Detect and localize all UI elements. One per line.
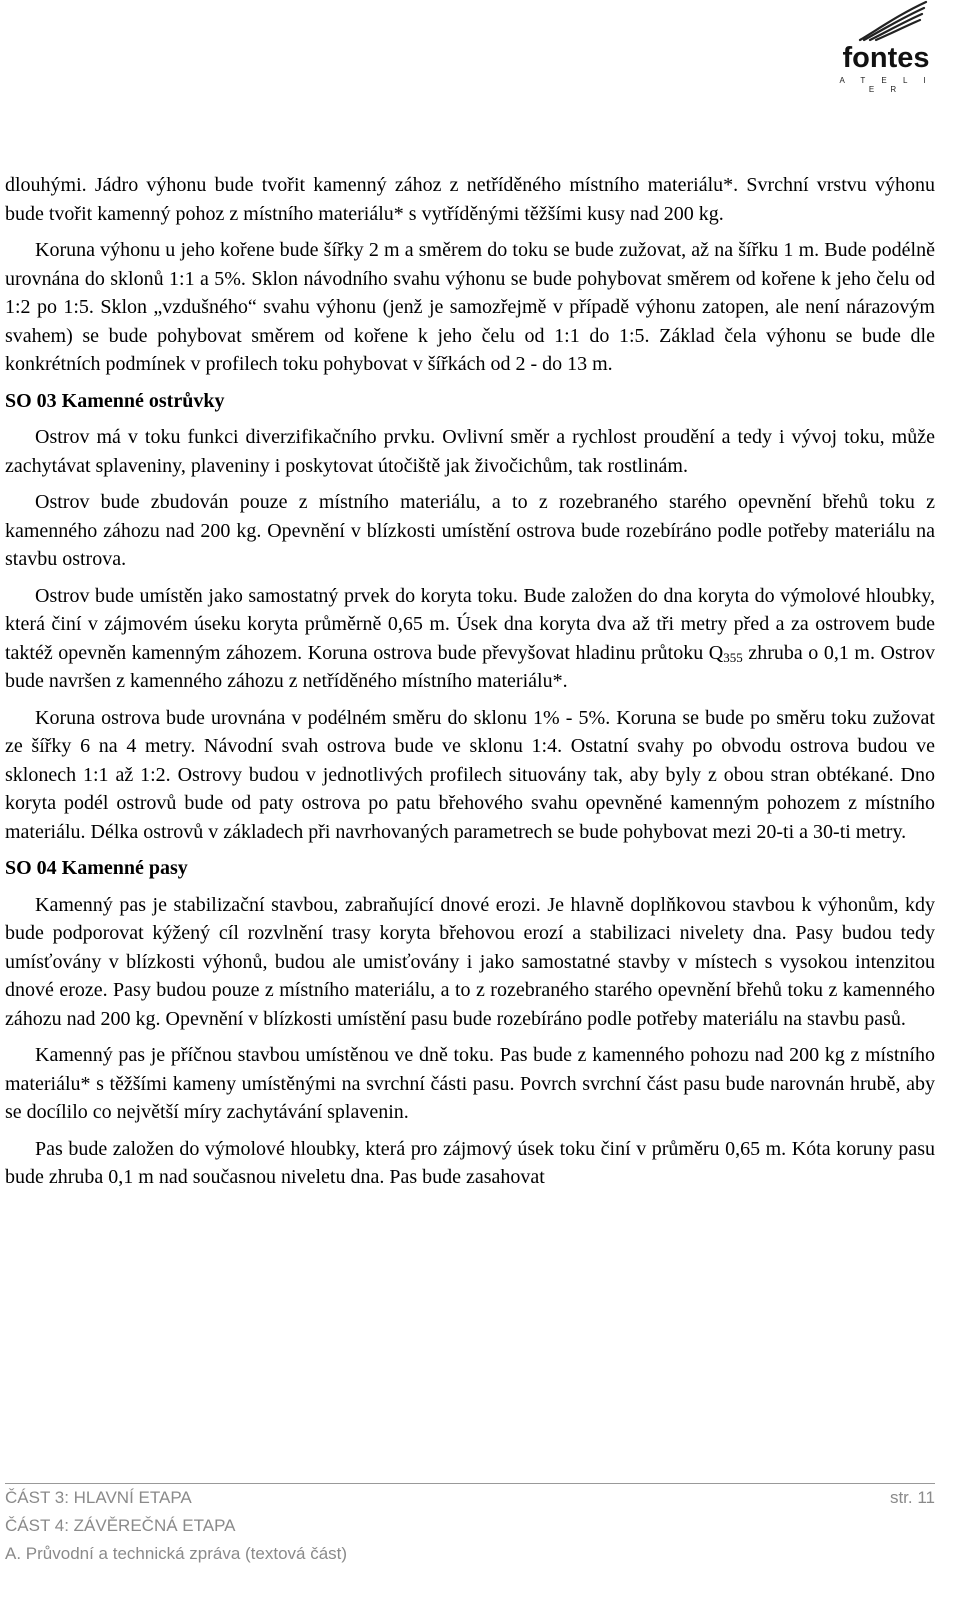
paragraph-text: Ostrov bude umístěn jako samostatný prvek do koryta toku. Bude založen do dna koryta do výmolové hloubky, která činí v zájmovém úseku koryta průměrně 0,65 m. Úsek dna koryta dva až tři metry před a za ostrovem bude taktéž opevněn kamenným záhozem. Koruna ostrova bude převyšovat hladinu průtoku Q: [5, 584, 935, 664]
page-footer: [5, 1483, 935, 1568]
paragraph: Koruna výhonu u jeho kořene bude šířky 2 m a směrem do toku se bude zužovat, až na šířku 1 m. Bude podélně urovnána do sklonů 1:1 a 5%. Sklon návodního svahu výhonu se bude pohybovat směrem od kořene k jeho čelu od 1:2 po 1:5. Sklon „vzdušného“ svahu výhonu (jenž je samozřejmě v případě výhonu zatopen, ale není nárazovým svahem) se bude pohybovat směrem od kořene k jeho čelu od 1:1 do 1:5. Základ čela výhonu se bude dle konkrétních podmínek v profilech toku pohybovat v šířkách od 2 - do 13 m.: [5, 239, 935, 375]
document-body: [5, 171, 935, 1200]
paragraph: [5, 582, 935, 696]
paragraph: Ostrov má v toku funkci diverzifikačního prvku. Ovlivní směr a rychlost proudění a tedy i vývoj toku, může zachytávat splaveniny, plaveniny i poskytovat útočiště jak živočichům, tak rostlinám.: [5, 426, 935, 477]
paragraph: Pas bude založen do výmolové hloubky, která pro zájmový úsek toku činí v průměru 0,65 m. Kóta koruny pasu bude zhruba 0,1 m nad současnou niveletu dna. Pas bude zasahovat: [5, 1137, 935, 1188]
footer-line: ČÁST 4: ZÁVĚREČNÁ ETAPA: [5, 1516, 236, 1535]
fontes-logo: [830, 0, 940, 94]
logo-wordmark: fontes: [842, 42, 930, 74]
page-number: str. 11: [889, 1488, 935, 1507]
logo-subtitle: A T E L I E R: [839, 76, 933, 94]
paragraph: Kamenný pas je stabilizační stavbou, zabraňující dnové erozi. Je hlavně doplňkovou stavbou k výhonům, kdy bude podporovat kýžený cíl rozvlnění trasy koryta břehovou erozí a stabilizaci nivelety dna. Pasy budou tedy umísťovány v blízkosti výhonů, budou ale umisťovány i jako samostatné stavby v místech s vysokou intenzitou dnové eroze. Pasy budou pouze z místního materiálu, a to z rozebraného starého opevnění břehů toku z kamenného záhozu nad 200 kg. Opevnění v blízkosti umístění pasu bude rozebíráno podle potřeby materiálu na stavbu pasů.: [5, 893, 935, 1030]
paragraph: Kamenný pas je příčnou stavbou umístěnou ve dně toku. Pas bude z kamenného pohozu nad 200 kg z místního materiálu* s těžšími kameny umístěnými na svrchní části pasu. Povrch svrchní část pasu bude narovnán hrubě, aby se docílilo co největší míry zachytávání splavenin.: [5, 1044, 935, 1123]
feather-icon: [850, 0, 930, 44]
footer-line: ČÁST 3: HLAVNÍ ETAPA: [5, 1488, 192, 1507]
subscript: 355: [723, 649, 743, 665]
paragraph: Koruna ostrova bude urovnána v podélném směru do sklonu 1% - 5%. Koruna se bude po směru toku zužovat ze šířky 6 na 4 metry. Návodní svah ostrova bude ve sklonu 1:4. Ostatní svahy po obvodu ostrova budou ve sklonech 1:1 až 1:2. Ostrovy budou v jednotlivých profilech situovány tak, aby byly z obou stran obtékané. Dno koryta podél ostrovů bude od paty ostrova po patu břehového svahu opevněné kamenným pohozem z místního materiálu. Délka ostrovů v základech při navrhovaných parametrech se bude pohybovat mezi 20-ti a 30-ti metry.: [5, 706, 935, 843]
section-heading: SO 04 Kamenné pasy: [5, 857, 188, 879]
section-heading: SO 03 Kamenné ostrůvky: [5, 389, 225, 412]
footer-line: A. Průvodní a technická zpráva (textová část): [5, 1544, 348, 1563]
paragraph: Ostrov bude zbudován pouze z místního materiálu, a to z rozebraného starého opevnění břehů toku z kamenného záhozu nad 200 kg. Opevnění v blízkosti umístění ostrova bude rozebíráno podle potřeby materiálu na stavbu ostrova.: [5, 491, 935, 570]
paragraph-text: zhruba o 0,1 m. Ostrov bude navršen z kamenného záhozu z netříděného místního materiálu*.: [5, 641, 935, 692]
paragraph: dlouhými. Jádro výhonu bude tvořit kamenný zához z netříděného místního materiálu*. Svrchní vrstvu výhonu bude tvořit kamenný pohoz z místního materiálu* s vytříděnými těžšími kusy nad 200 kg.: [5, 174, 935, 225]
